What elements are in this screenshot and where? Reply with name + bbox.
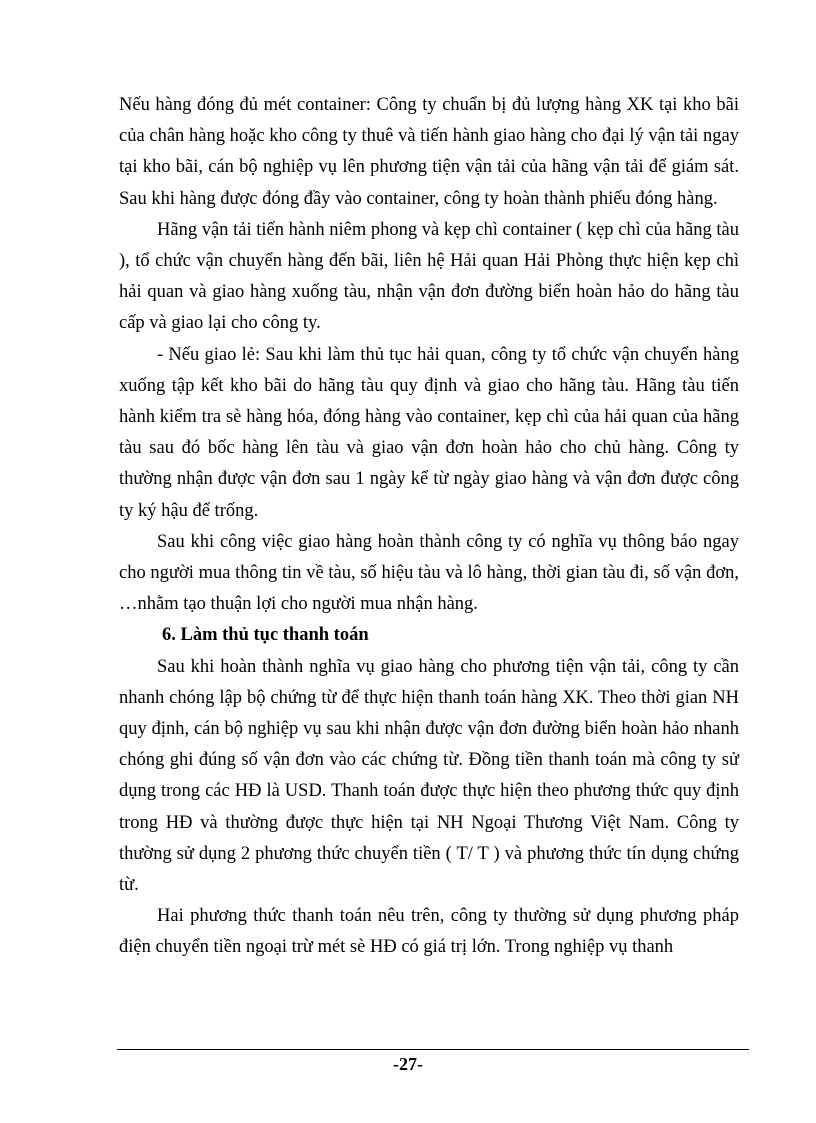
page-body (119, 90, 739, 964)
paragraph-shipping-seal: Hãng vận tải tiến hành niêm phong và kẹp chì container ( kẹp chì của hãng tàu ), tổ chức vận chuyển hàng đến bãi, liên hệ Hải quan Hải Phòng thực hiện kẹp chì hải quan và giao hàng xuống tàu, nhận vận đơn đường biển hoàn hảo do hãng tàu cấp và giao lại cho công ty. (119, 219, 739, 334)
paragraph-full-container: Nếu hàng đóng đủ mét container: Công ty chuẩn bị đủ lượng hàng XK tại kho bãi của chân hàng hoặc kho công ty thuê và tiến hành giao hàng cho đại lý vận tải ngay tại kho bãi, cán bộ nghiệp vụ lên phương tiện vận tải của hãng vận tải để giám sát. Sau khi hàng được đóng đầy vào container, công ty hoàn thành phiếu đóng hàng. (119, 95, 739, 209)
paragraph-notification: Sau khi công việc giao hàng hoàn thành công ty có nghĩa vụ thông báo ngay cho người mua thông tin về tàu, số hiệu tàu và lô hàng, thời gian tàu đi, số vận đơn, …nhằm tạo thuận lợi cho người mua nhận hàng. (119, 531, 739, 615)
footer-divider (117, 1049, 749, 1050)
section-heading: 6. Làm thủ tục thanh toán (162, 625, 369, 646)
page-number: -27- (393, 1054, 423, 1074)
paragraph-payment-docs: Sau khi hoàn thành nghĩa vụ giao hàng cho phương tiện vận tải, công ty cần nhanh chóng lập bộ chứng từ để thực hiện thanh toán hàng XK. Theo thời gian NH quy định, cán bộ nghiệp vụ sau khi nhận được vận đơn đường biển hoàn hảo nhanh chóng ghi đúng số vận đơn vào các chứng từ. Đồng tiền thanh toán mà công ty sử dụng trong các HĐ là USD. Thanh toán được thực hiện theo phương thức quy định trong HĐ và thường được thực hiện tại NH Ngoại Thương Việt Nam. Công ty thường sử dụng 2 phương thức chuyển tiền ( T/ T ) và phương thức tín dụng chứng từ. (119, 656, 739, 896)
paragraph-payment-methods: Hai phương thức thanh toán nêu trên, công ty thường sử dụng phương pháp điện chuyển tiền ngoại trừ mét sè HĐ có giá trị lớn. Trong nghiệp vụ thanh (119, 906, 739, 958)
paragraph-less-container: - Nếu giao lẻ: Sau khi làm thủ tục hải quan, công ty tổ chức vận chuyển hàng xuống tập kết kho bãi do hãng tàu quy định và giao cho hãng tàu. Hãng tàu tiến hành kiểm tra sè hàng hóa, đóng hàng vào container, kẹp chì của hải quan của hãng tàu sau đó bốc hàng lên tàu và giao vận đơn hoàn hảo cho chủ hàng. Công ty thường nhận được vận đơn sau 1 ngày kể từ ngày giao hàng và vận đơn được công ty ký hậu để trống. (119, 344, 739, 521)
